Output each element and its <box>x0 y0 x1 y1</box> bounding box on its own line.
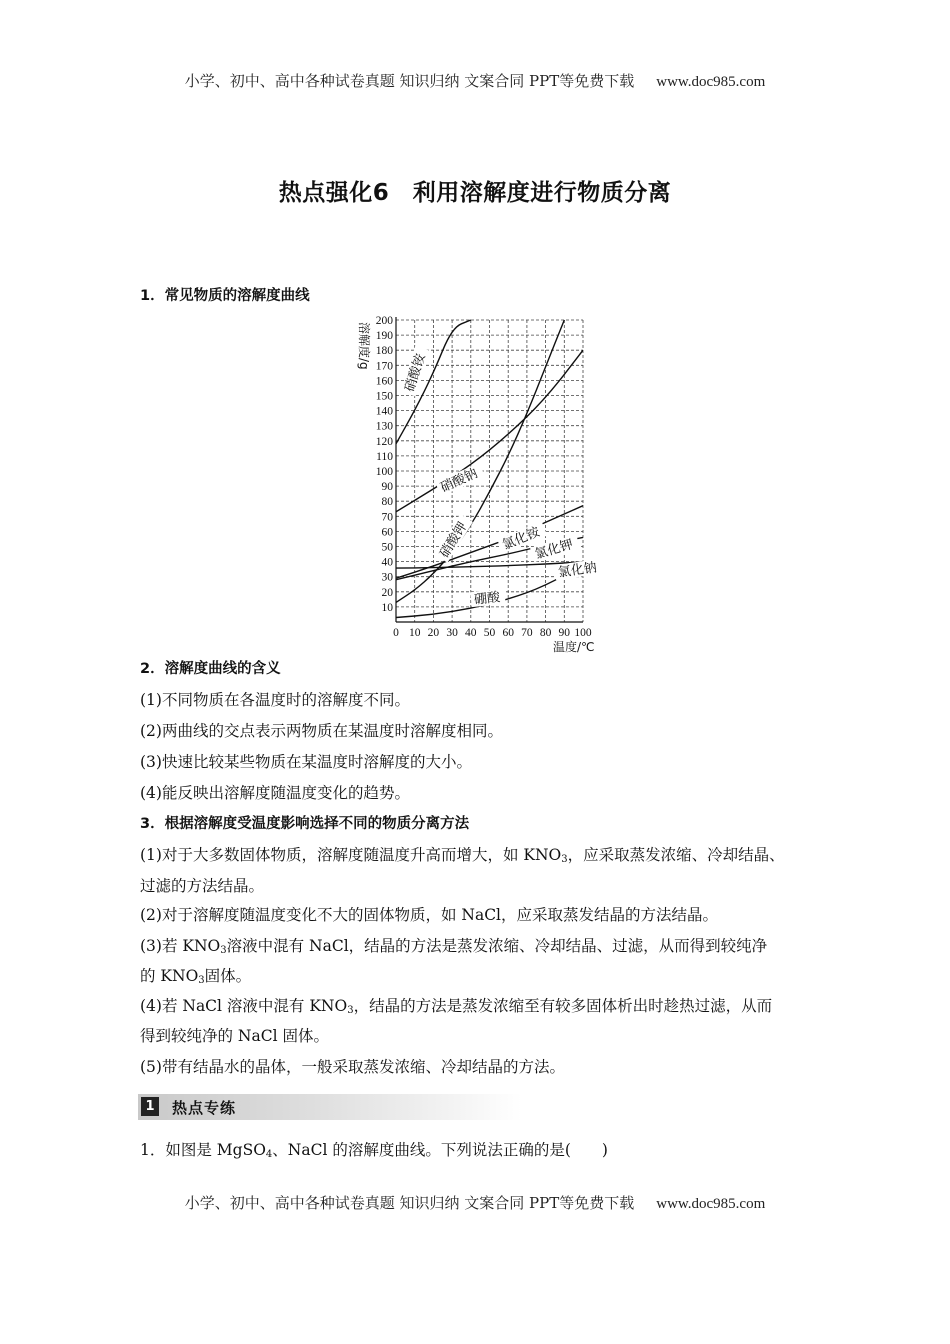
subscript: 3 <box>198 975 205 986</box>
y-tick-label: 60 <box>381 526 393 539</box>
x-axis-ticks <box>393 627 592 639</box>
series-label: 硝酸钾 <box>437 519 471 561</box>
footer-text: 小学、初中、高中各种试卷真题 知识归纳 文案合同 PPT等免费下载 <box>184 1194 635 1212</box>
series-label: 硝酸钠 <box>438 466 481 496</box>
practice-badge: 1 <box>141 1097 159 1116</box>
subscript: 3 <box>561 854 568 865</box>
question-1 <box>140 1140 830 1160</box>
series-label: 硝酸铵 <box>402 351 429 394</box>
y-tick-label: 170 <box>375 360 393 373</box>
section1-heading: 1．常见物质的溶解度曲线 <box>140 288 310 304</box>
s3-p4b: ，结晶的方法是蒸发浓缩至有较多固体析出时趁热过滤，从而 <box>353 997 773 1015</box>
section3-heading: 3．根据溶解度受温度影响选择不同的物质分离方法 <box>140 816 470 832</box>
y-tick-label: 190 <box>375 330 393 343</box>
s3-p4a: (4)若 NaCl 溶液中混有 KNO <box>140 997 348 1015</box>
y-tick-label: 90 <box>381 481 393 494</box>
section2-item-3: (3)快速比较某些物质在某温度时溶解度的大小。 <box>140 753 472 771</box>
y-tick-label: 100 <box>375 466 393 478</box>
section2-item-2: (2)两曲线的交点表示两物质在某温度时溶解度相同。 <box>140 722 503 740</box>
series-label: 氯化铵 <box>500 524 543 554</box>
subscript: 3 <box>347 1005 354 1016</box>
x-tick-label: 50 <box>483 627 496 639</box>
subscript: 3 <box>220 945 227 956</box>
section3-item-4 <box>140 996 830 1016</box>
x-tick-label: 10 <box>408 627 421 639</box>
series-labels <box>400 346 603 608</box>
solubility-chart <box>330 305 610 655</box>
q1-text-b: 、NaCl 的溶解度曲线。下列说法正确的是( ) <box>272 1141 608 1159</box>
s3-p3b: 溶液中混有 NaCl，结晶的方法是蒸发浓缩、冷却结晶、过滤，从而得到较纯净 <box>226 937 768 955</box>
s3-p1b: ，应采取蒸发浓缩、冷却结晶、 <box>567 846 785 864</box>
section3-item-5: (5)带有结晶水的晶体，一般采取蒸发浓缩、冷却结晶的方法。 <box>140 1058 565 1076</box>
y-tick-label: 200 <box>375 315 393 327</box>
y-tick-label: 120 <box>375 435 393 448</box>
section3-item-4-cont: 得到较纯净的 NaCl 固体。 <box>140 1027 329 1045</box>
y-tick-label: 30 <box>381 571 393 584</box>
section3-item-3-cont <box>140 966 830 986</box>
y-axis-label: 溶解度/g <box>357 322 371 370</box>
practice-banner <box>138 1094 522 1120</box>
y-tick-label: 70 <box>381 511 393 524</box>
s3-p3d: 固体。 <box>204 967 252 985</box>
y-tick-label: 80 <box>381 496 393 509</box>
series-label: 硼酸 <box>473 590 501 608</box>
y-tick-label: 180 <box>375 345 393 358</box>
section3-item-3 <box>140 936 830 956</box>
y-tick-label: 110 <box>376 450 393 463</box>
page-header <box>0 70 950 91</box>
section2-item-4: (4)能反映出溶解度随温度变化的趋势。 <box>140 784 410 802</box>
s3-p1a: (1)对于大多数固体物质，溶解度随温度升高而增大，如 KNO <box>140 846 562 864</box>
y-tick-label: 160 <box>375 375 393 388</box>
section2-item-1: (1)不同物质在各温度时的溶解度不同。 <box>140 691 410 709</box>
y-tick-label: 150 <box>375 390 393 403</box>
x-tick-label: 90 <box>558 627 571 639</box>
q1-text-a: 1．如图是 MgSO <box>140 1141 266 1159</box>
series-label: 氯化钠 <box>557 560 598 581</box>
x-tick-label: 70 <box>521 627 533 639</box>
x-tick-label: 30 <box>446 627 458 639</box>
y-tick-label: 140 <box>375 405 393 418</box>
y-tick-label: 130 <box>375 420 393 433</box>
x-tick-label: 80 <box>539 627 552 639</box>
s3-p3c: 的 KNO <box>140 967 199 985</box>
practice-label: 热点专练 <box>172 1099 237 1117</box>
x-tick-label: 40 <box>465 627 477 639</box>
x-axis-label: 温度/℃ <box>553 640 595 654</box>
section3-item-1 <box>140 845 830 865</box>
page-title: 热点强化6 利用溶解度进行物质分离 <box>278 180 672 206</box>
s3-p3a: (3)若 KNO <box>140 937 221 955</box>
subscript: 4 <box>265 1149 273 1160</box>
y-tick-label: 10 <box>381 601 393 614</box>
y-axis-ticks <box>376 315 394 614</box>
section3-item-1-cont: 过滤的方法结晶。 <box>140 877 265 895</box>
y-tick-label: 50 <box>381 541 393 554</box>
x-tick-label: 0 <box>393 627 399 639</box>
header-site: www.doc985.com <box>656 74 766 90</box>
y-tick-label: 40 <box>381 556 393 569</box>
section2-heading: 2．溶解度曲线的含义 <box>140 661 281 677</box>
y-tick-label: 20 <box>381 586 393 599</box>
series-label: 氯化钾 <box>533 537 575 563</box>
footer-site: www.doc985.com <box>656 1196 766 1212</box>
page-footer <box>0 1192 950 1213</box>
x-tick-label: 100 <box>574 627 592 639</box>
header-text: 小学、初中、高中各种试卷真题 知识归纳 文案合同 PPT等免费下载 <box>184 72 635 90</box>
x-tick-label: 60 <box>502 627 514 639</box>
section3-item-2: (2)对于溶解度随温度变化不大的固体物质，如 NaCl，应采取蒸发结晶的方法结晶。 <box>140 906 719 924</box>
x-tick-label: 20 <box>427 627 440 639</box>
